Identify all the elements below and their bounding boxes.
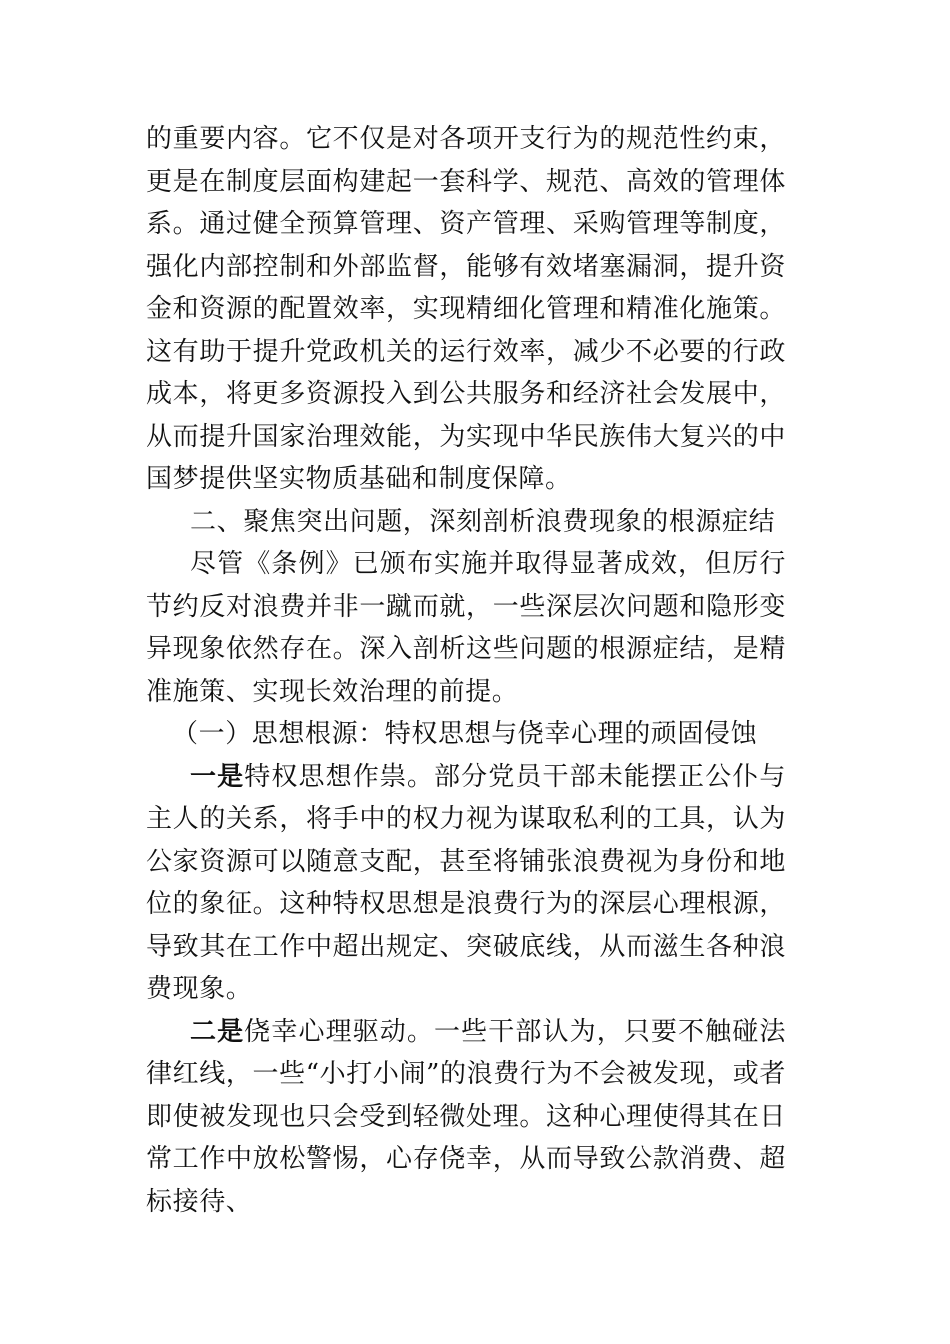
section-heading-2: 二、聚焦突出问题，深刻剖析浪费现象的根源症结	[190, 506, 776, 537]
paragraph-privilege-thinking	[146, 756, 786, 1011]
paragraph-institutional-significance: 的重要内容。它不仅是对各项开支行为的规范性约束，更是在制度层面构建起一套科学、规范、高效的管理体系。通过健全预算管理、资产管理、采购管理等制度，强化内部控制和外部监督，能够有效堵塞漏洞，提升资金和资源的配置效率，实现精细化管理和精准化施策。这有助于提升党政机关的运行效率，减少不必要的行政成本，将更多资源投入到公共服务和经济社会发展中，从而提升国家治理效能，为实现中华民族伟大复兴的中国梦提供坚实物质基础和制度保障。	[146, 124, 786, 494]
lead-phrase-first: 一是	[190, 761, 245, 792]
subsection-heading-1: （一）思想根源：特权思想与侥幸心理的顽固侵蚀	[172, 719, 758, 749]
paragraph-luck-mentality	[146, 1011, 786, 1224]
paragraph-luck-mentality-body: 侥幸心理驱动。一些干部认为，只要不触碰法律红线，一些“小打小闹”的浪费行为不会被发现，或者即使被发现也只会受到轻微处理。这种心理使得其在日常工作中放松警惕，心存侥幸，从而导致公款消费、超标接待、	[146, 1016, 786, 1217]
lead-phrase-second: 二是	[190, 1016, 245, 1047]
paragraph-privilege-thinking-body: 特权思想作祟。部分党员干部未能摆正公仆与主人的关系，将手中的权力视为谋取私利的工具，认为公家资源可以随意支配，甚至将铺张浪费视为身份和地位的象征。这种特权思想是浪费行为的深层心理根源，导致其在工作中超出规定、突破底线，从而滋生各种浪费现象。	[146, 761, 786, 1004]
paragraph-section-intro: 尽管《条例》已颁布实施并取得显著成效，但厉行节约反对浪费并非一蹴而就，一些深层次问题和隐形变异现象依然存在。深入剖析这些问题的根源症结，是精准施策、实现长效治理的前提。	[146, 549, 786, 707]
document-page	[146, 118, 786, 1223]
